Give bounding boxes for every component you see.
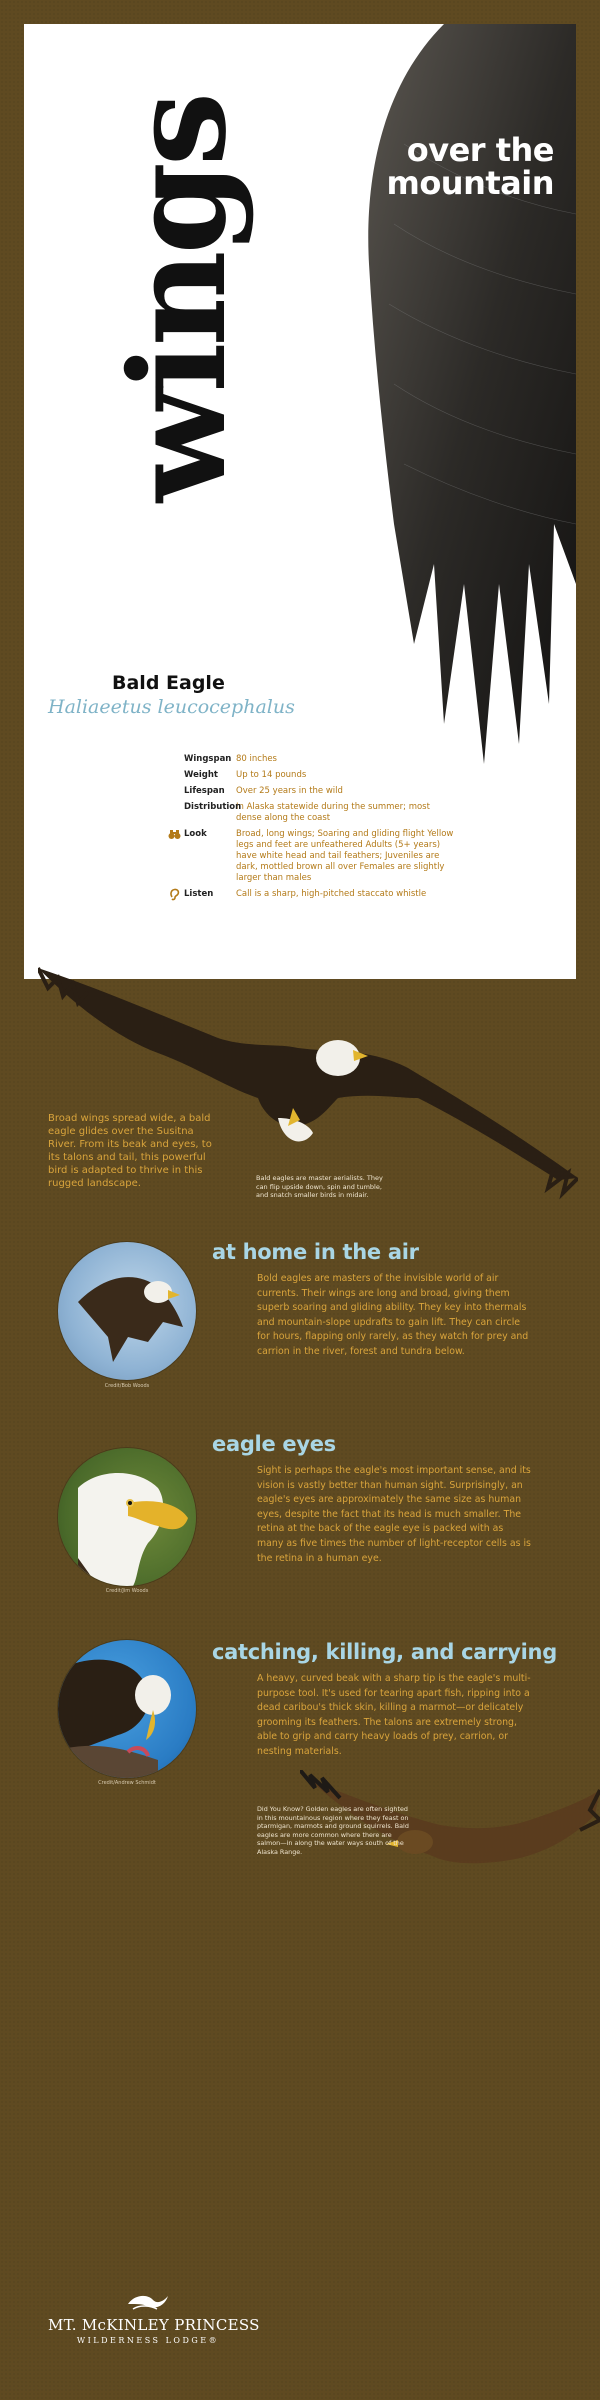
section-title: catching, killing, and carrying	[212, 1640, 557, 1664]
fact-value: Call is a sharp, high-pitched staccato whistle	[236, 889, 427, 899]
fact-label-text: Listen	[184, 889, 214, 899]
logo-subtitle: WILDERNESS LODGE®	[76, 2336, 220, 2345]
fact-label: Wingspan	[184, 754, 232, 764]
eagle-head-photo	[58, 1448, 196, 1586]
fact-value: Up to 14 pounds	[236, 770, 307, 780]
fact-row	[184, 802, 454, 824]
fact-row	[184, 770, 454, 781]
subtitle-line-2: mountain	[386, 164, 554, 202]
poster-title: wings	[101, 95, 256, 503]
fact-value: Over 25 years in the wild	[236, 786, 343, 796]
photo-credit: Credit/Bob Woods	[104, 1383, 150, 1389]
fact-label	[184, 829, 236, 884]
logo-name: MT. McKINLEY PRINCESS	[48, 2316, 260, 2334]
binoculars-icon	[168, 828, 181, 841]
species-name: Bald Eagle	[112, 672, 225, 694]
section-title: at home in the air	[212, 1240, 419, 1264]
fact-value: 80 inches	[236, 754, 277, 764]
poster-panel	[24, 24, 576, 979]
eagle-feeding-photo	[58, 1640, 196, 1778]
fact-label-text: Look	[184, 829, 207, 839]
fact-label	[184, 889, 236, 900]
flight-caption: Broad wings spread wide, a bald eagle glides over the Susitna River. From its beak and eyes, to its talons and tail, this powerful bird is adapted to thrive in this rugged landscape.	[48, 1113, 212, 1189]
fact-row	[184, 754, 454, 765]
flight-caption-small: Bald eagles are master aerialists. They can flip upside down, spin and tumble, and snatch smaller birds in midair.	[256, 1174, 383, 1199]
fact-label: Distribution	[184, 802, 242, 812]
fact-table	[184, 754, 454, 905]
subtitle-line-1: over the	[406, 131, 554, 169]
wave-logo-icon	[123, 2290, 173, 2312]
flying-eagle-photo	[58, 1242, 196, 1380]
fact-value: Broad, long wings; Soaring and gliding flight Yellow legs and feet are unfeathered Adults (5+ years) have white head and tail feathers; Juveniles are dark, mottled brown all over Females are slightly larger than males	[236, 829, 454, 883]
section-body: A heavy, curved beak with a sharp tip is the eagle's multi-purpose tool. It's used for tearing apart fish, ripping into a dead caribou's thick skin, killing a marmot—or delicately grooming its feathers. The talons are extremely strong, able to grip and carry heavy loads of prey, carrion, or nesting materials.	[257, 1673, 531, 1757]
photo-credit: Credit/Andrew Schmidt	[98, 1780, 156, 1786]
poster-subtitle	[386, 131, 554, 202]
photo-credit: Credit/Jim Woods	[105, 1588, 149, 1594]
fact-label: Lifespan	[184, 786, 225, 796]
did-you-know-note: Did You Know? Golden eagles are often sighted in this mountainous region where they feast on ptarmigan, marmots and ground squirrels. Bald eagles are more common where there are salmon—in along the water ways south of the Alaska Range.	[257, 1805, 409, 1856]
princess-logo	[48, 2290, 260, 2345]
fact-value: In Alaska statewide during the summer; most dense along the coast	[236, 802, 430, 823]
ear-icon	[168, 888, 181, 901]
fact-row	[184, 829, 454, 884]
fact-label: Weight	[184, 770, 218, 780]
species-latin-name: Haliaeetus leucocephalus	[48, 696, 295, 718]
section-body: Sight is perhaps the eagle's most important sense, and its vision is vastly better than human sight. Surprisingly, an eagle's eyes are approximately the same size as human eyes, despite the fact that its head is much smaller. The retina at the back of the eagle eye is packed with as many as five times the number of light-receptor cells as is the retina in a human eye.	[257, 1465, 531, 1564]
section-title: eagle eyes	[212, 1432, 336, 1456]
fact-row	[184, 889, 454, 900]
section-body: Bold eagles are masters of the invisible world of air currents. Their wings are long and broad, giving them superb soaring and gliding ability. They key into thermals and mountain-slope updrafts to gain lift. They can circle for hours, flapping only rarely, as they watch for prey and carrion in the river, forest and tundra below.	[257, 1273, 529, 1357]
fact-row	[184, 786, 454, 797]
